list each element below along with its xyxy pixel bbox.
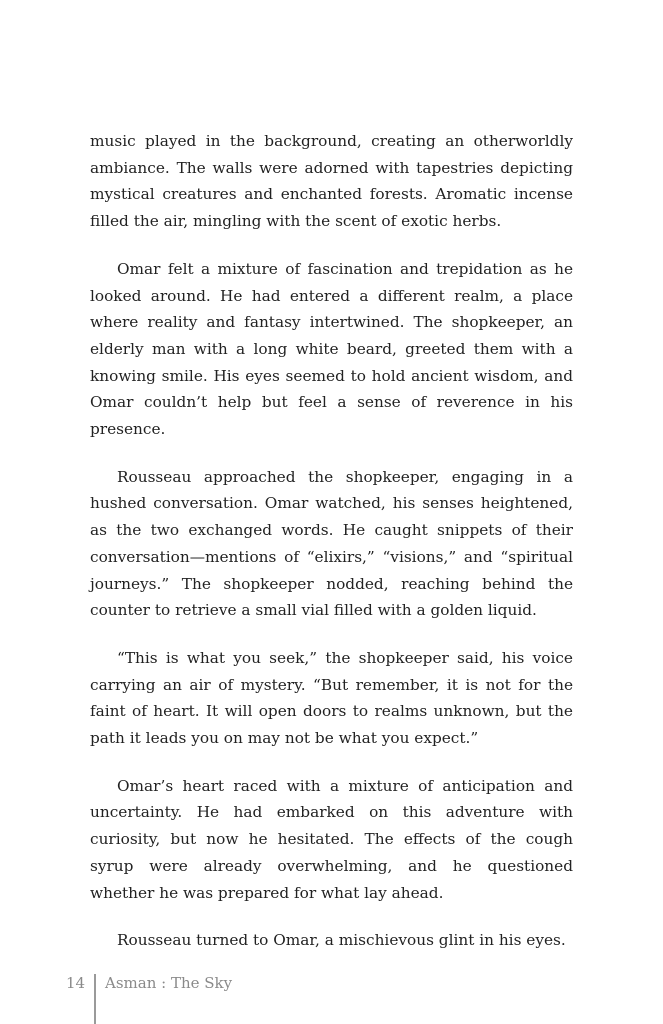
paragraph-4: “This is what you seek,” the shopkeeper said, his voice carrying an air of mystery. “But remember, it is not for the faint of heart. It will open doors to realms unknown, but the path it leads you on may not be what you expect.”: [90, 648, 573, 748]
page-number: 14: [66, 974, 86, 992]
paragraph-1: music played in the background, creating an otherworldly ambiance. The walls were adorned with tapestries depicting mystical creatures and enchanted forests. Aromatic incense filled the air, mingling with the scent of exotic herbs.: [90, 132, 573, 231]
running-title: Asman : The Sky: [105, 974, 233, 992]
footer-divider: [94, 974, 96, 1024]
paragraph-5: Omar’s heart raced with a mixture of anticipation and uncertainty. He had embarked on this adventure with curiosity, but now he hesitated. The effects of the cough syrup were already overwhelming, and he questioned whether he was prepared for what lay ahead.: [90, 776, 573, 902]
paragraph-6: Rousseau turned to Omar, a mischievous glint in his eyes.: [117, 931, 566, 950]
page-body: [90, 128, 573, 975]
page-footer: [0, 968, 663, 1024]
paragraph-3: Rousseau approached the shopkeeper, engaging in a hushed conversation. Omar watched, his senses heightened, as the two exchanged words. He caught snippets of their conversation—mentions of “elixirs,” “visions,” and “spiritual journeys.” The shopkeeper nodded, reaching behind the counter to retrieve a small vial filled with a golden liquid.: [90, 467, 573, 620]
paragraph-2: Omar felt a mixture of fascination and trepidation as he looked around. He had entered a different realm, a place where reality and fantasy intertwined. The shopkeeper, an elderly man with a long white beard, greeted them with a knowing smile. His eyes seemed to hold ancient wisdom, and Omar couldn’t help but feel a sense of reverence in his presence.: [90, 259, 573, 439]
